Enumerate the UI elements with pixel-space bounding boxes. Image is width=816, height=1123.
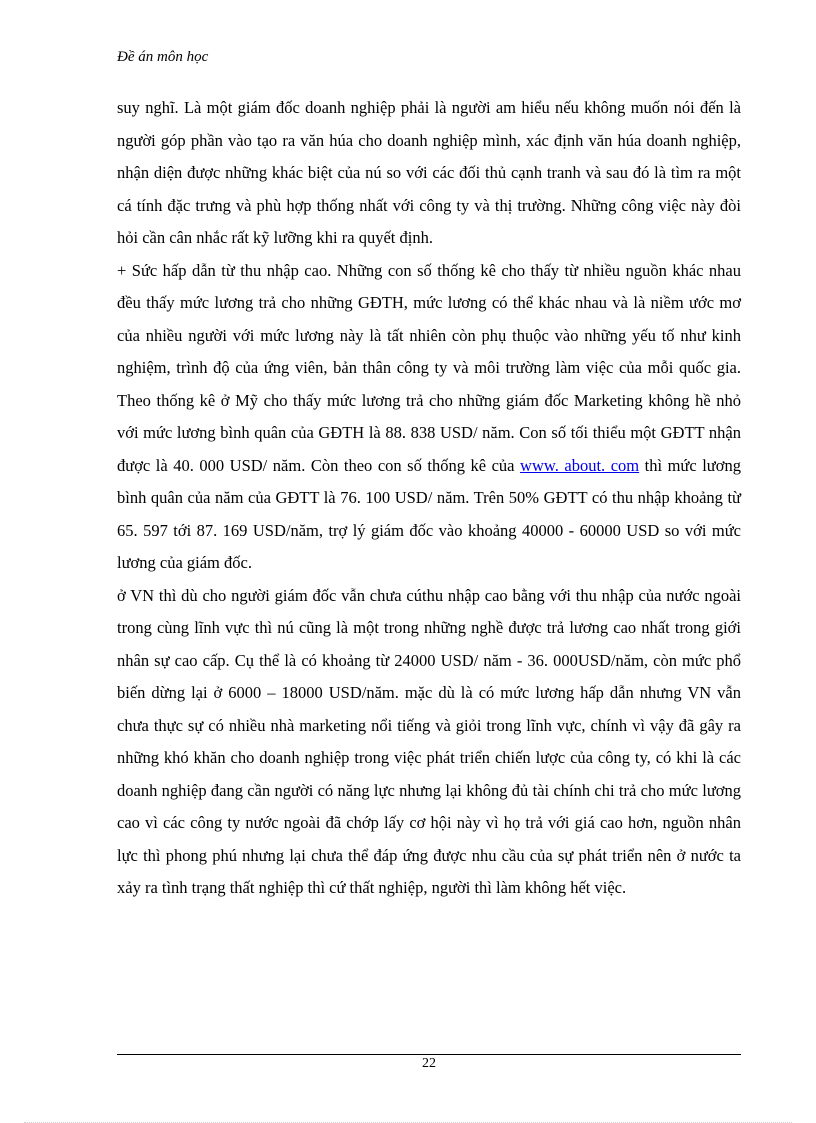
document-body [117,92,741,905]
paragraph-2-text-end: thì mức lương bình quân của năm của GĐTT là 76. 100 USD/ năm. Trên 50% GĐTT có thu nhập khoảng từ 65. 597 tới 87. 169 USD/năm, trợ lý giám đốc vào khoảng 40000 - 60000 USD so với mức lương của giám đốc. [117,455,741,572]
paragraph-2-text-start: + Sức hấp dẫn từ thu nhập cao. Những con số thống kê cho thấy từ nhiều nguồn khác nhau đều thấy mức lương trả cho những GĐTH, mức lương có thể khác nhau và là niềm ước mơ của nhiều người với mức lương này là tất nhiên còn phụ thuộc vào những yếu tố như kinh nghiệm, trình độ của ứng viên, bản thân công ty và môi trường làm việc của mỗi quốc gia. Theo thống kê ở Mỹ cho thấy mức lương trả cho những giám đốc Marketing không hề nhỏ với mức lương bình quân của GĐTH là 88. 838 USD/ năm. Con số tối thiểu một GĐTT nhận được là 40. 000 USD/ năm. Còn theo con số thống kê của [117,260,741,475]
paragraph-1: suy nghĩ. Là một giám đốc doanh nghiệp phải là người am hiểu nếu không muốn nói đến là người góp phần vào tạo ra văn húa cho doanh nghiệp mình, xác định văn húa doanh nghiệp, nhận diện được những khác biệt của nú so với các đối thủ cạnh tranh và sau đó là tìm ra một cá tính đặc trưng và phù hợp thống nhất với công ty và thị trường. Những công việc này đòi hỏi cần cân nhắc rất kỹ lưỡng khi ra quyết định. [117,98,741,247]
page-number: 22 [422,1056,436,1071]
about-com-link[interactable]: www. about. com [520,455,640,475]
paragraph-3: ở VN thì dù cho người giám đốc vẫn chưa cúthu nhập cao bằng với thu nhập của nước ngoài trong cùng lĩnh vực thì nú cũng là một trong những nghề được trả lương cao nhất trong giới nhân sự cao cấp. Cụ thể là có khoảng từ 24000 USD/ năm - 36. 000USD/năm, còn mức phổ biến dừng lại ở 6000 – 18000 USD/năm. mặc dù là có mức lương hấp dẫn nhưng VN vẫn chưa thực sự có nhiều nhà marketing nổi tiếng và giỏi trong lĩnh vực, chính vì vậy đã gây ra những khó khăn cho doanh nghiệp trong việc phát triển chiến lược của công ty, có khi là các doanh nghiệp đang cần người có năng lực nhưng lại không đủ tài chính chi trả cho mức lương cao vì các công ty nước ngoài đã chớp lấy cơ hội này vì họ trả với giá cao hơn, nguồn nhân lực thì phong phú nhưng lại chưa thể đáp ứng được nhu cầu của sự phát triển nên ở nước ta xảy ra tình trạng thất nghiệp thì cứ thất nghiệp, người thì làm không hết việc. [117,585,741,897]
running-header: Đề án môn học [117,49,209,65]
paragraph-2 [117,255,741,580]
